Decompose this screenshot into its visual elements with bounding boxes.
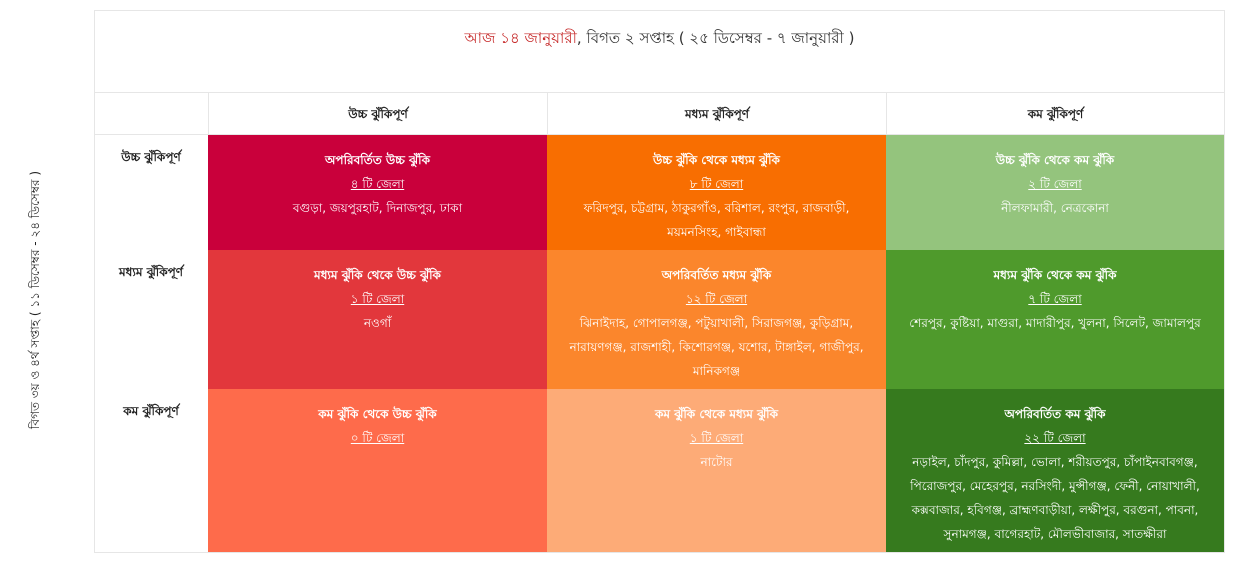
matrix-header — [95, 11, 1224, 93]
column-header-high: উচ্চ ঝুঁকিপূর্ণ — [208, 93, 547, 135]
district-list: নাটোর — [700, 455, 733, 469]
current-period-title — [95, 11, 1224, 52]
district-list: ফরিদপুর, চট্টগ্রাম, ঠাকুরগাঁও, বরিশাল, রংপুর, রাজবাড়ী, ময়মনসিংহ, গাইবান্ধা — [583, 201, 850, 239]
cell-title: উচ্চ ঝুঁকি থেকে মধ্যম ঝুঁকি — [653, 153, 780, 167]
district-count-link[interactable]: ২ টি জেলা — [1028, 177, 1082, 191]
cell-low-to-medium — [547, 389, 886, 552]
cell-medium-to-low — [886, 250, 1224, 389]
previous-period-axis-label — [0, 130, 70, 470]
cell-high-to-low — [886, 135, 1224, 250]
district-count-link[interactable]: ৭ টি জেলা — [1028, 292, 1082, 306]
cell-title: অপরিবর্তিত মধ্যম ঝুঁকি — [661, 268, 772, 282]
cell-title: অপরিবর্তিত কম ঝুঁকি — [1004, 407, 1106, 421]
district-list: নওগাঁ — [363, 316, 392, 330]
row-header-low: কম ঝুঁকিপূর্ণ — [123, 404, 179, 418]
today-date: আজ ১৪ জানুয়ারী — [464, 29, 577, 47]
cell-title: অপরিবর্তিত উচ্চ ঝুঁকি — [325, 153, 430, 167]
cell-title: মধ্যম ঝুঁকি থেকে কম ঝুঁকি — [993, 268, 1117, 282]
district-list: শেরপুর, কুষ্টিয়া, মাগুরা, মাদারীপুর, খুলনা, সিলেট, জামালপুর — [909, 316, 1201, 330]
district-list: বগুড়া, জয়পুরহাট, দিনাজপুর, ঢাকা — [292, 201, 463, 215]
district-count-link[interactable]: ১২ টি জেলা — [685, 292, 748, 306]
district-list: নীলফামারী, নেত্রকোনা — [1001, 201, 1109, 215]
district-count-link[interactable]: ০ টি জেলা — [350, 431, 405, 445]
cell-title: কম ঝুঁকি থেকে মধ্যম ঝুঁকি — [655, 407, 778, 421]
cell-high-to-high — [208, 135, 547, 250]
cell-low-to-low — [886, 389, 1224, 552]
cell-title: উচ্চ ঝুঁকি থেকে কম ঝুঁকি — [995, 153, 1115, 167]
previous-period-text: বিগত ৩য় ও ৪র্থ সপ্তাহ ( ১১ ডিসেম্বর - ২৪ ডিসেম্বর ) — [28, 171, 42, 429]
column-header-low: কম ঝুঁকিপূর্ণ — [886, 93, 1224, 135]
district-list: নড়াইল, চাঁদপুর, কুমিল্লা, ভোলা, শরীয়তপুর, চাঁপাইনবাবগঞ্জ, পিরোজপুর, মেহেরপুর, নরসিংদী, মুন্সীগঞ্জ, ফেনী, নোয়াখালী, কক্সবাজার, হবিগঞ্জ, ব্রাহ্মণবাড়ীয়া, লক্ষীপুর, বরগুনা, পাবনা, সুনামগঞ্জ, বাগেরহাট, মৌলভীবাজার, সাতক্ষীরা — [910, 455, 1200, 541]
district-count-link[interactable]: ৪ টি জেলা — [350, 177, 405, 191]
district-count-link[interactable]: ৮ টি জেলা — [689, 177, 744, 191]
cell-medium-to-high — [208, 250, 547, 389]
column-header-medium: মধ্যম ঝুঁকিপূর্ণ — [547, 93, 886, 135]
cell-medium-to-medium — [547, 250, 886, 389]
cell-title: মধ্যম ঝুঁকি থেকে উচ্চ ঝুঁকি — [314, 268, 441, 282]
district-count-link[interactable]: ১ টি জেলা — [689, 431, 744, 445]
risk-transition-matrix — [94, 10, 1225, 553]
cell-high-to-medium — [547, 135, 886, 250]
district-count-link[interactable]: ১ টি জেলা — [350, 292, 405, 306]
district-list: ঝিনাইদাহ, গোপালগঞ্জ, পটুয়াখালী, সিরাজগঞ্জ, কুড়িগ্রাম, নারায়ণগঞ্জ, রাজশাহী, কিশোরগঞ্জ, যশোর, টাঙ্গাইল, গাজীপুর, মানিকগঞ্জ — [569, 316, 864, 378]
corner-cell — [95, 93, 208, 135]
current-period-range: , বিগত ২ সপ্তাহ ( ২৫ ডিসেম্বর - ৭ জানুয়ারী ) — [576, 29, 855, 47]
row-header-high: উচ্চ ঝুঁকিপূর্ণ — [121, 150, 181, 164]
cell-low-to-high — [208, 389, 547, 552]
district-count-link[interactable]: ২২ টি জেলা — [1024, 431, 1086, 445]
row-header-medium: মধ্যম ঝুঁকিপূর্ণ — [118, 265, 184, 279]
cell-title: কম ঝুঁকি থেকে উচ্চ ঝুঁকি — [318, 407, 437, 421]
